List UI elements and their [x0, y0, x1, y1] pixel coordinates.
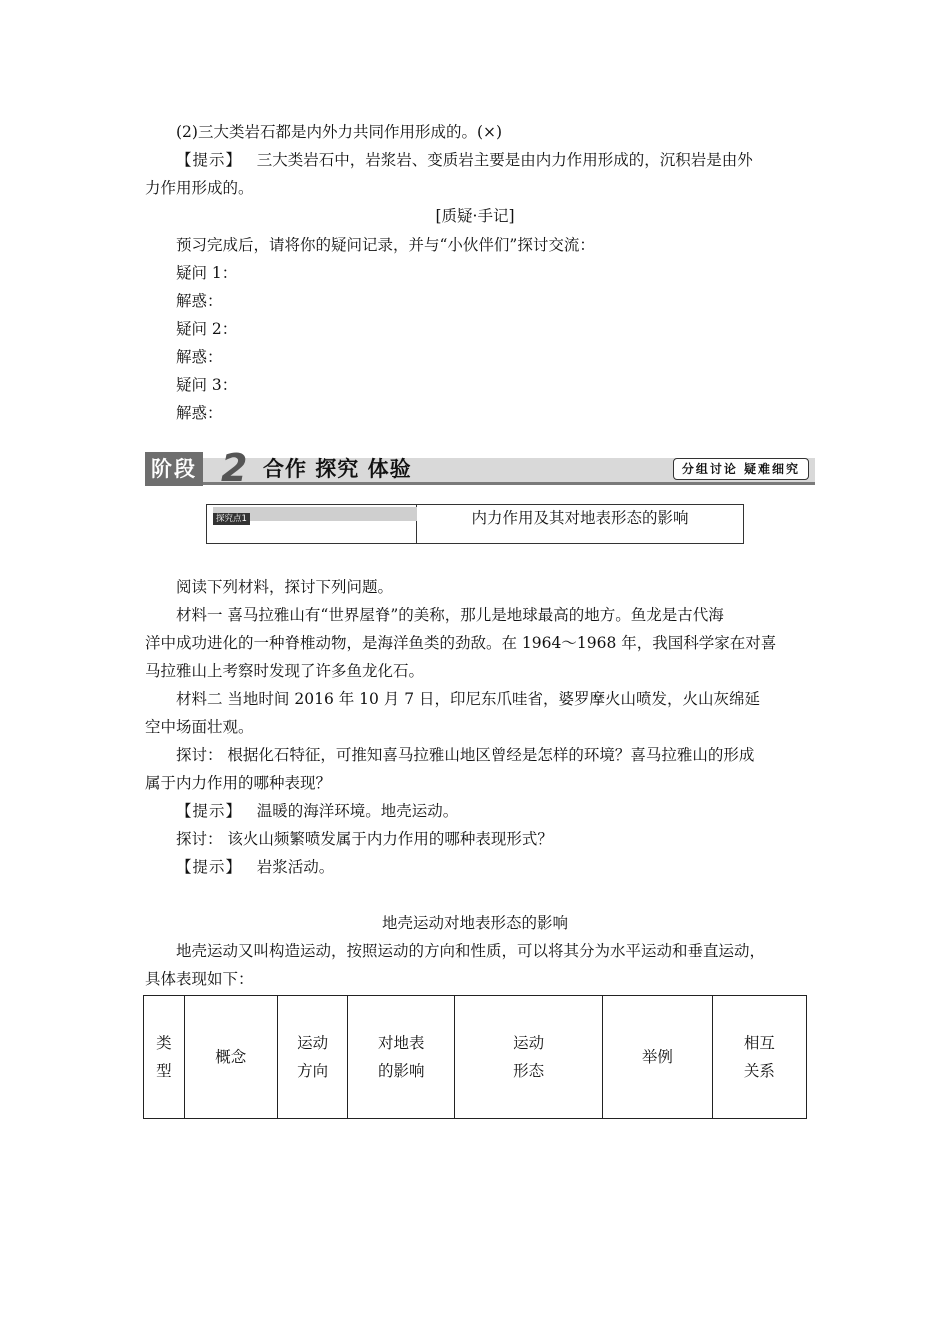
- question-1: 疑问 1：: [176, 264, 238, 282]
- answer-3: 解惑：: [176, 404, 223, 422]
- stage-banner: [145, 446, 815, 490]
- explore-badge-bar: [213, 507, 417, 524]
- crust-paragraph-line-2: 具体表现如下：: [145, 970, 254, 988]
- explore-title: 内力作用及其对地表形态的影响: [471, 509, 689, 527]
- material-1-line-2: 洋中成功进化的一种脊椎动物，是海洋鱼类的劲敌。在 1964～1968 年，我国科学家在对喜: [145, 634, 777, 652]
- discussion-1-line-1: 探讨： 根据化石特征，可推知喜马拉雅山地区曾经是怎样的环境？喜马拉雅山的形成: [176, 746, 755, 764]
- hint-line-1: [176, 150, 753, 170]
- crust-title: 地壳运动对地表形态的影响: [381, 914, 568, 932]
- table-header-cell: 概念: [184, 996, 277, 1119]
- question-3: 疑问 3：: [176, 376, 238, 394]
- table-header-cell: 举例: [602, 996, 712, 1119]
- material-1-line-3: 马拉雅山上考察时发现了许多鱼龙化石。: [145, 662, 425, 680]
- hint-1-tag: 【提示】: [176, 802, 243, 820]
- hint-2: [176, 857, 334, 877]
- hint-1: [176, 801, 458, 821]
- material-2-line-2: 空中场面壮观。: [145, 718, 254, 736]
- hint-1-text: 温暖的海洋环境。地壳运动。: [256, 802, 459, 820]
- hint-2-text: 岩浆活动。: [256, 858, 335, 876]
- notes-title: [质疑·手记]: [435, 207, 515, 225]
- stage-number: 2: [221, 446, 248, 490]
- stage-chip: 分组讨论 疑难细究: [673, 458, 809, 480]
- crust-paragraph-line-1: 地壳运动又叫构造运动，按照运动的方向和性质，可以将其分为水平运动和垂直运动，: [176, 942, 766, 960]
- table-header-cell: 运动 方向: [277, 996, 347, 1119]
- crust-motion-table: [143, 995, 807, 1119]
- material-2-line-1: 材料二 当地时间 2016 年 10 月 7 日，印尼东爪哇省，婆罗摩火山喷发，火山灰绵延: [176, 690, 761, 708]
- hint-2-tag: 【提示】: [176, 858, 243, 876]
- explore-point-box: [206, 504, 744, 544]
- question-2: 疑问 2：: [176, 320, 238, 338]
- hint-text: 三大类岩石中，岩浆岩、变质岩主要是由内力作用形成的，沉积岩是由外: [256, 151, 753, 169]
- table-header-cell: 相互 关系: [712, 996, 806, 1119]
- hint-line-2: 力作用形成的。: [145, 179, 254, 197]
- answer-2: 解惑：: [176, 348, 223, 366]
- discussion-1-line-2: 属于内力作用的哪种表现？: [145, 774, 332, 792]
- explore-left-cell: [207, 505, 417, 543]
- hint-tag: 【提示】: [176, 151, 243, 169]
- reading-intro: 阅读下列材料，探讨下列问题。: [176, 578, 394, 596]
- explore-badge: 探究点1: [213, 513, 250, 525]
- stage-label: 阶段: [145, 452, 203, 486]
- table-header-cell: 对地表 的影响: [348, 996, 455, 1119]
- material-1-line-1: 材料一 喜马拉雅山有“世界屋脊”的美称，那儿是地球最高的地方。鱼龙是古代海: [176, 606, 724, 624]
- table-header-cell: 类 型: [144, 996, 185, 1119]
- answer-1: 解惑：: [176, 292, 223, 310]
- table-header-cell: 运动 形态: [455, 996, 603, 1119]
- stage-heading: 合作 探究 体验: [263, 457, 412, 481]
- discussion-2: 探讨： 该火山频繁喷发属于内力作用的哪种表现形式？: [176, 830, 553, 848]
- table-header-row: [144, 996, 807, 1119]
- review-item-2: (2)三大类岩石都是内外力共同作用形成的。(×): [176, 123, 503, 141]
- notes-intro: 预习完成后，请将你的疑问记录，并与“小伙伴们”探讨交流：: [176, 236, 595, 254]
